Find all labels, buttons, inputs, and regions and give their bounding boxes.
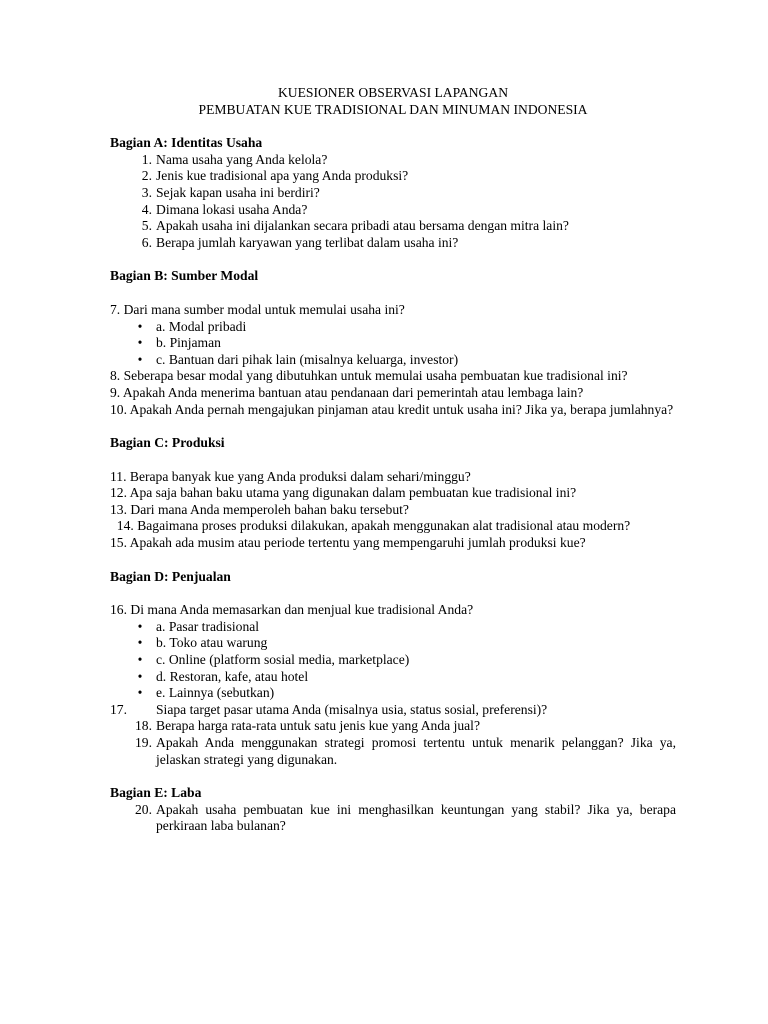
question-text: Apakah usaha ini dijalankan secara pribadi atau bersama dengan mitra lain?	[156, 218, 569, 234]
question-20	[110, 802, 676, 835]
question-text: Apakah Anda menggunakan strategi promosi tertentu untuk menarik pelanggan? Jika ya, jelaskan strategi yang digunakan.	[156, 735, 676, 767]
question-17	[110, 702, 676, 719]
question-19	[110, 735, 676, 768]
question-14: 14. Bagaimana proses produksi dilakukan, apakah menggunakan alat tradisional atau modern?	[110, 518, 631, 534]
question-16-options	[110, 619, 676, 702]
list-item	[110, 319, 676, 336]
section-d-heading: Bagian D: Penjualan	[110, 568, 231, 584]
option-text: e. Lainnya (sebutkan)	[156, 685, 275, 701]
question-text: Berapa harga rata-rata untuk satu jenis kue yang Anda jual?	[156, 718, 480, 734]
list-item	[110, 352, 676, 369]
section-e-heading: Bagian E: Laba	[110, 785, 202, 801]
section-c-heading: Bagian C: Produksi	[110, 435, 225, 451]
question-7-options	[110, 319, 676, 369]
list-item	[110, 152, 676, 169]
bullet-icon: •	[137, 668, 143, 684]
item-number: 1.	[141, 151, 152, 167]
item-number: 2.	[141, 168, 152, 184]
option-text: c. Bantuan dari pihak lain (misalnya keluarga, investor)	[156, 351, 459, 367]
list-item	[110, 218, 676, 235]
option-text: a. Modal pribadi	[156, 318, 247, 334]
bullet-icon: •	[137, 635, 143, 651]
question-text: Siapa target pasar utama Anda (misalnya usia, status sosial, preferensi)?	[156, 701, 548, 717]
list-item	[110, 168, 676, 185]
question-10: 10. Apakah Anda pernah mengajukan pinjaman atau kredit untuk usaha ini? Jika ya, berapa jumlahnya?	[110, 401, 674, 417]
item-number: 18.	[135, 718, 152, 734]
question-11: 11. Berapa banyak kue yang Anda produksi dalam sehari/minggu?	[110, 468, 471, 484]
section-b-heading: Bagian B: Sumber Modal	[110, 268, 259, 284]
section-a-list	[110, 152, 676, 252]
option-text: a. Pasar tradisional	[156, 618, 260, 634]
option-text: b. Pinjaman	[156, 335, 221, 351]
section-e-list	[110, 802, 676, 835]
question-18	[110, 718, 676, 735]
list-item	[110, 669, 676, 686]
bullet-icon: •	[137, 652, 143, 668]
document-title-line2: PEMBUATAN KUE TRADISIONAL DAN MINUMAN INDONESIA	[198, 101, 588, 117]
question-8: 8. Seberapa besar modal yang dibutuhkan untuk memulai usaha pembuatan kue tradisional ini?	[110, 368, 628, 384]
bullet-icon: •	[137, 351, 143, 367]
list-item	[110, 619, 676, 636]
section-d-numbered	[110, 718, 676, 768]
section-a-heading: Bagian A: Identitas Usaha	[110, 135, 263, 151]
question-text: Apakah usaha pembuatan kue ini menghasilkan keuntungan yang stabil? Jika ya, berapa perkiraan laba bulanan?	[156, 801, 676, 834]
item-number: 17.	[110, 701, 127, 717]
question-text: Nama usaha yang Anda kelola?	[156, 151, 328, 167]
list-item	[110, 652, 676, 669]
item-number: 6.	[141, 234, 152, 250]
item-number: 19.	[135, 735, 152, 750]
list-item	[110, 685, 676, 702]
item-number: 4.	[141, 201, 152, 217]
option-text: c. Online (platform sosial media, marketplace)	[156, 652, 410, 668]
option-text: b. Toko atau warung	[156, 635, 268, 651]
question-text: Dimana lokasi usaha Anda?	[156, 201, 308, 217]
question-7: 7. Dari mana sumber modal untuk memulai usaha ini?	[110, 301, 405, 317]
bullet-icon: •	[137, 685, 143, 701]
question-13: 13. Dari mana Anda memperoleh bahan baku tersebut?	[110, 501, 409, 517]
question-15: 15. Apakah ada musim atau periode tertentu yang mempengaruhi jumlah produksi kue?	[110, 535, 586, 551]
question-12: 12. Apa saja bahan baku utama yang digunakan dalam pembuatan kue tradisional ini?	[110, 485, 577, 501]
item-number: 5.	[141, 218, 152, 234]
item-number: 3.	[141, 184, 152, 200]
question-text: Berapa jumlah karyawan yang terlibat dalam usaha ini?	[156, 234, 459, 250]
bullet-icon: •	[137, 318, 143, 334]
list-item	[110, 335, 676, 352]
list-item	[110, 635, 676, 652]
question-16: 16. Di mana Anda memasarkan dan menjual kue tradisional Anda?	[110, 602, 474, 618]
list-item	[110, 202, 676, 219]
document-content	[110, 85, 676, 835]
document-title-line1: KUESIONER OBSERVASI LAPANGAN	[277, 85, 509, 100]
list-item	[110, 185, 676, 202]
list-item	[110, 235, 676, 252]
question-text: Sejak kapan usaha ini berdiri?	[156, 184, 320, 200]
item-number: 20.	[135, 801, 152, 817]
bullet-icon: •	[137, 335, 143, 351]
question-9: 9. Apakah Anda menerima bantuan atau pendanaan dari pemerintah atau lembaga lain?	[110, 384, 584, 400]
option-text: d. Restoran, kafe, atau hotel	[156, 668, 309, 684]
question-text: Jenis kue tradisional apa yang Anda produksi?	[156, 168, 409, 184]
bullet-icon: •	[137, 618, 143, 634]
